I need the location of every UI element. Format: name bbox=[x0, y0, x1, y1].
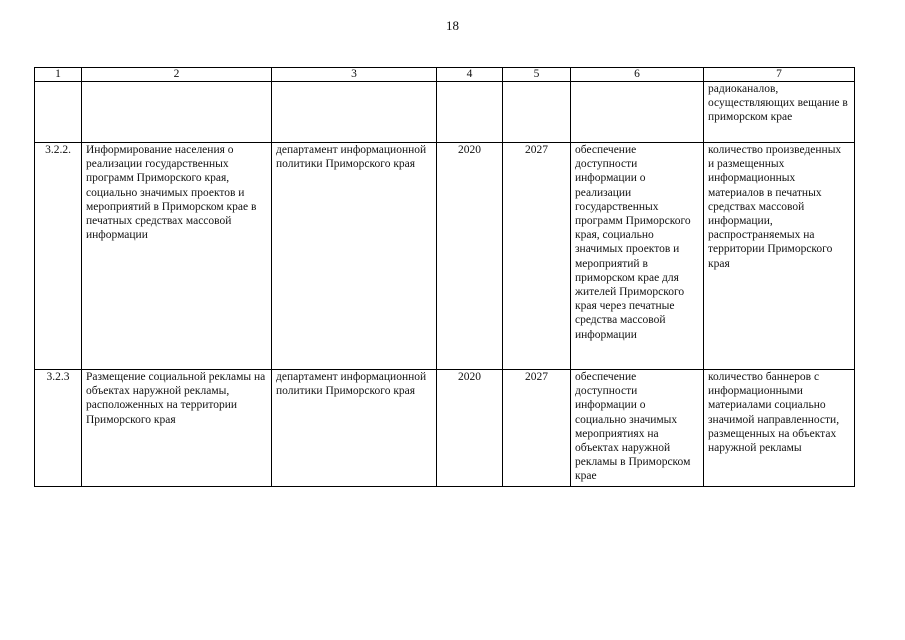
page-number: 18 bbox=[446, 18, 459, 33]
cell-executor: департамент информационной политики Приморского края bbox=[272, 370, 437, 487]
cell-measure-name: Размещение социальной рекламы на объектах наружной рекламы, расположенных на территории Приморского края bbox=[82, 370, 272, 487]
cell-empty bbox=[35, 82, 82, 143]
cell-year-end: 2027 bbox=[503, 370, 571, 487]
cell-year-end: 2027 bbox=[503, 143, 571, 370]
cell-empty bbox=[437, 82, 503, 143]
cell-measure-name: Информирование населения о реализации государственных программ Приморского края, социально значимых проектов и мероприятий в Приморском крае в печатных средствах массовой информации bbox=[82, 143, 272, 370]
header-row bbox=[35, 68, 855, 82]
cell-empty bbox=[272, 82, 437, 143]
cell-expected-result: обеспечение доступности информации о социально значимых мероприятиях на объектах наружной рекламы в Приморском крае bbox=[571, 370, 704, 487]
cell-year-start: 2020 bbox=[437, 143, 503, 370]
cell-year-start: 2020 bbox=[437, 370, 503, 487]
table-row-continuation bbox=[35, 82, 855, 143]
cell-executor: департамент информационной политики Приморского края bbox=[272, 143, 437, 370]
cell-number: 3.2.2. bbox=[35, 143, 82, 370]
header-col-7: 7 bbox=[704, 68, 855, 82]
table-row bbox=[35, 143, 855, 370]
cell-expected-result: обеспечение доступности информации о реализации государственных программ Приморского края, социально значимых проектов и мероприятий в приморском крае для жителей Приморского края через печатные средства массовой информации bbox=[571, 143, 704, 370]
program-measures-table bbox=[34, 67, 855, 487]
cell-indicator: количество баннеров с информационными материалами социально значимой направленности, размещенных на объектах наружной рекламы bbox=[704, 370, 855, 487]
cell-empty bbox=[82, 82, 272, 143]
header-col-6: 6 bbox=[571, 68, 704, 82]
header-col-4: 4 bbox=[437, 68, 503, 82]
cell-indicator: количество произведенных и размещенных информационных материалов в печатных средствах массовой информации, распространяемых на территории Приморского края bbox=[704, 143, 855, 370]
cell-indicator-continued: радиоканалов, осуществляющих вещание в приморском крае bbox=[704, 82, 855, 143]
table-row bbox=[35, 370, 855, 487]
header-col-1: 1 bbox=[35, 68, 82, 82]
cell-number: 3.2.3 bbox=[35, 370, 82, 487]
header-col-2: 2 bbox=[82, 68, 272, 82]
cell-empty bbox=[571, 82, 704, 143]
header-col-3: 3 bbox=[272, 68, 437, 82]
header-col-5: 5 bbox=[503, 68, 571, 82]
cell-empty bbox=[503, 82, 571, 143]
